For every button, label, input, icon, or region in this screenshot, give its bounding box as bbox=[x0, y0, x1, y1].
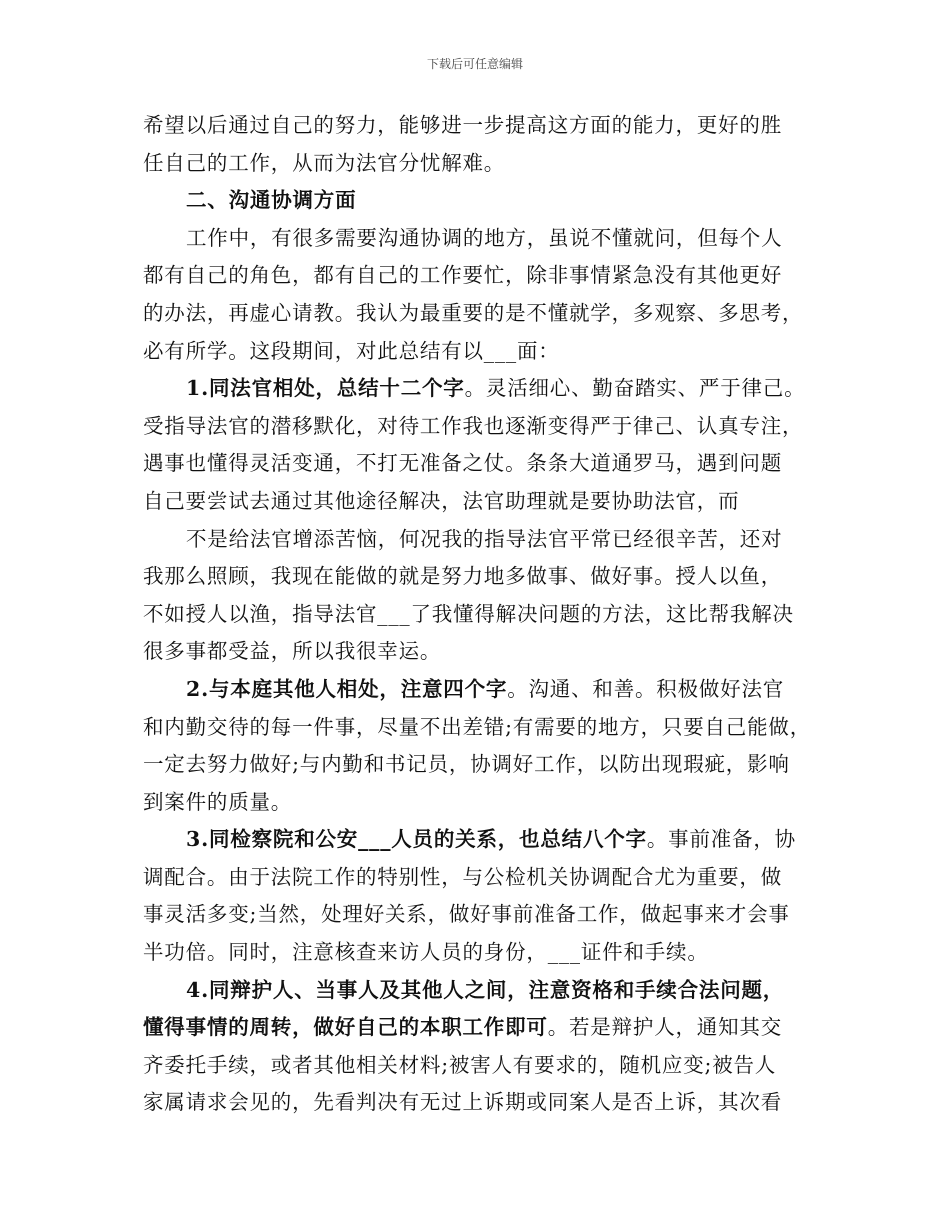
body-text: 我那么照顾，我现在能做的就是努力地多做事、做好事。授人以鱼， bbox=[143, 564, 782, 589]
body-text: 希望以后通过自己的努力，能够进一步提高这方面的能力，更好的胜 bbox=[143, 113, 782, 137]
body-text: 。事前准备，协 bbox=[646, 827, 796, 852]
body-text: 齐委托手续，或者其他相关材料;被害人有要求的，随机应变;被告人 bbox=[143, 1052, 777, 1077]
body-text: 。若是辩护人，通知其交 bbox=[547, 1015, 783, 1040]
text-line bbox=[143, 370, 813, 408]
body-text: 。沟通、和善。积极做好法官 bbox=[507, 676, 785, 701]
text-line bbox=[143, 558, 813, 596]
text-line bbox=[143, 182, 813, 220]
text-line bbox=[143, 408, 813, 446]
body-text: 工作中，有很多需要沟通协调的地方，虽说不懂就问，但每个人 bbox=[186, 225, 783, 250]
text-line bbox=[143, 671, 813, 709]
body-text: 半功倍。同时，注意核查来访人员的身份，___证件和手续。 bbox=[143, 940, 709, 965]
body-text: 的办法，再虚心请教。我认为最重要的是不懂就学，多观察、多思考， bbox=[143, 300, 804, 325]
body-text: 一定去努力做好;与内勤和书记员，协调好工作，以防出现瑕疵，影响 bbox=[143, 752, 790, 777]
body-text: 到案件的质量。 bbox=[143, 789, 293, 814]
body-text: 遇事也懂得灵活变通，不打无准备之仗。条条大道通罗马，遇到问题 bbox=[143, 451, 782, 476]
text-line bbox=[143, 972, 813, 1010]
text-line bbox=[143, 483, 813, 521]
body-text: 家属请求会见的，先看判决有无过上诉期或同案人是否上诉，其次看 bbox=[143, 1090, 782, 1115]
bold-text: 懂得事情的周转，做好自己的本职工作即可 bbox=[143, 1015, 548, 1040]
text-line bbox=[143, 145, 813, 183]
text-line bbox=[143, 220, 813, 258]
text-line bbox=[143, 934, 813, 972]
body-text: 事灵活多变;当然，处理好关系，做好事前准备工作，做起事来才会事 bbox=[143, 902, 790, 927]
document-body bbox=[143, 107, 813, 1122]
text-line bbox=[143, 445, 813, 483]
text-line bbox=[143, 633, 813, 671]
page-header: 下载后可任意编辑 bbox=[426, 57, 523, 71]
text-line bbox=[143, 333, 813, 371]
body-text: 。灵活细心、勤奋踏实、严于律己。 bbox=[464, 376, 806, 401]
bold-text: 2.与本庭其他人相处，注意四个字 bbox=[186, 676, 508, 701]
text-line bbox=[143, 1047, 813, 1085]
body-text: 很多事都受益，所以我很幸运。 bbox=[143, 639, 442, 664]
text-line bbox=[143, 746, 813, 784]
body-text: 不如授人以渔，指导法官___了我懂得解决问题的方法，这比帮我解决 bbox=[143, 601, 794, 626]
body-text: 必有所学。这段期间，对此总结有以___面： bbox=[143, 338, 560, 363]
text-line bbox=[143, 107, 813, 145]
text-line bbox=[143, 821, 813, 859]
bold-text: 3.同检察院和公安___人员的关系，也总结八个字 bbox=[186, 827, 647, 852]
text-line bbox=[143, 521, 813, 559]
body-text: 调配合。由于法院工作的特别性，与公检机关协调配合尤为重要，做 bbox=[143, 864, 782, 889]
text-line bbox=[143, 896, 813, 934]
text-line bbox=[143, 1009, 813, 1047]
bold-text: 4.同辩护人、当事人及其他人之间，注意资格和手续合法问题， bbox=[186, 977, 785, 1002]
body-text: 受指导法官的潜移默化，对待工作我也逐渐变得严于律己、认真专注， bbox=[143, 413, 804, 438]
body-text: 任自己的工作，从而为法官分忧解难。 bbox=[143, 150, 506, 175]
body-text: 都有自己的角色，都有自己的工作要忙，除非事情紧急没有其他更好 bbox=[143, 263, 782, 288]
bold-text: 1.同法官相处，总结十二个字 bbox=[186, 376, 465, 401]
text-line bbox=[143, 859, 813, 897]
text-line bbox=[143, 1084, 813, 1122]
body-text: 和内勤交待的每一件事，尽量不出差错;有需要的地方，只要自己能做， bbox=[143, 714, 812, 739]
text-line bbox=[143, 709, 813, 747]
text-line bbox=[143, 596, 813, 634]
body-text: 不是给法官增添苦恼，何况我的指导法官平常已经很辛苦，还对 bbox=[186, 526, 783, 551]
text-line bbox=[143, 784, 813, 822]
body-text: 自己要尝试去通过其他途径解决，法官助理就是要协助法官，而 bbox=[143, 488, 740, 513]
bold-text: 二、沟通协调方面 bbox=[186, 188, 357, 213]
text-line bbox=[143, 295, 813, 333]
text-line bbox=[143, 257, 813, 295]
